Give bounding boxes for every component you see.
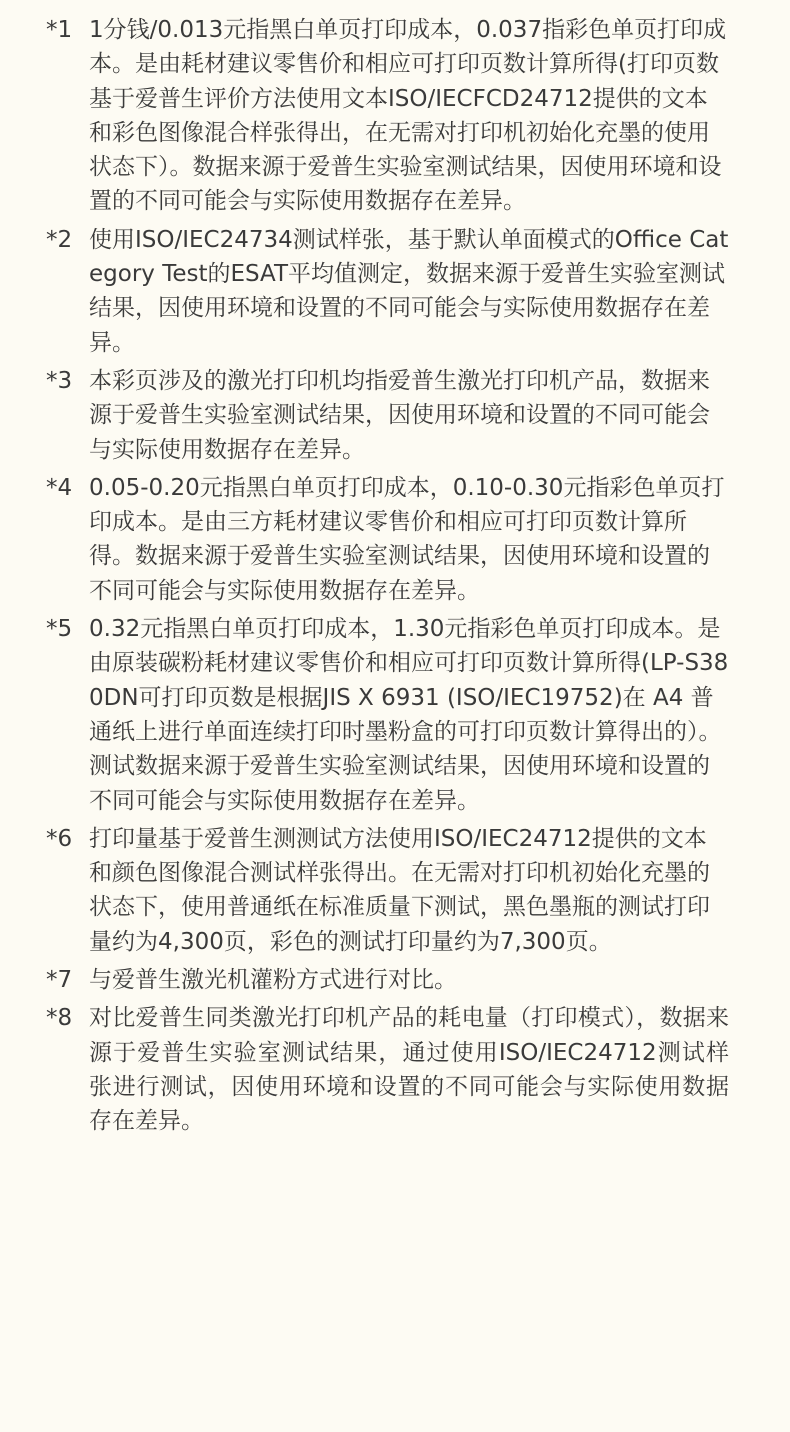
footnote-marker: *3 <box>46 367 73 394</box>
footnote-text: 本彩页涉及的激光打印机均指爱普生激光打印机产品，数据来源于爱普生实验室测试结果，因使用环境和设置的不同可能会与实际使用数据存在差异。 <box>89 367 710 463</box>
footnote-text: 与爱普生激光机灌粉方式进行对比。 <box>89 967 457 994</box>
footnote-8 <box>0 1001 790 1138</box>
footnote-marker: *2 <box>46 226 73 253</box>
footnote-text: 打印量基于爱普生测测试方法使用ISO/IEC24712提供的文本和颜色图像混合测试样张得出。在无需对打印机初始化充墨的状态下，使用普通纸在标准质量下测试，黑色墨瓶的测试打印量约为4,300页，彩色的测试打印量约为7,300页。 <box>89 825 710 955</box>
footnote-marker: *7 <box>46 967 73 994</box>
footnote-1 <box>0 13 790 219</box>
footnote-marker: *5 <box>46 616 73 643</box>
footnote-marker: *4 <box>46 474 73 501</box>
footnote-marker: *6 <box>46 825 73 852</box>
footnote-6 <box>0 822 790 959</box>
footnote-text: 1分钱/0.013元指黑白单页打印成本，0.037指彩色单页打印成本。是由耗材建议零售价和相应可打印页数计算所得(打印页数基于爱普生评价方法使用文本ISO/IECFCD24712提供的文本和彩色图像混合样张得出，在无需对打印机初始化充墨的使用状态下）。数据来源于爱普生实验室测试结果，因使用环境和设置的不同可能会与实际使用数据存在差异。 <box>89 17 727 215</box>
footnote-7 <box>0 963 790 997</box>
footnote-4 <box>0 471 790 608</box>
footnote-marker: *8 <box>46 1005 73 1032</box>
footnote-marker: *1 <box>46 17 73 43</box>
footnote-5 <box>0 612 790 818</box>
footnote-text: 0.32元指黑白单页打印成本，1.30元指彩色单页打印成本。是由原装碳粉耗材建议零售价和相应可打印页数计算所得(LP-S380DN可打印页数是根据JIS X 6931 (ISO/IEC19752)在 A4 普通纸上进行单面连续打印时墨粉盒的可打印页数计算得出的）。测试数据来源于爱普生实验室测试结果，因使用环境和设置的不同可能会与实际使用数据存在差异。 <box>89 616 729 814</box>
footnote-text: 使用ISO/IEC24734测试样张，基于默认单面模式的Office Category Test的ESAT平均值测定，数据来源于爱普生实验室测试结果，因使用环境和设置的不同可能会与实际使用数据存在差异。 <box>89 226 729 356</box>
footnote-text: 0.05-0.20元指黑白单页打印成本，0.10-0.30元指彩色单页打印成本。是由三方耗材建议零售价和相应可打印页数计算所得。数据来源于爱普生实验室测试结果，因使用环境和设置的不同可能会与实际使用数据存在差异。 <box>89 474 725 604</box>
footnote-text: 对比爱普生同类激光打印机产品的耗电量（打印模式），数据来源于爱普生实验室测试结果，通过使用ISO/IEC24712测试样张进行测试，因使用环境和设置的不同可能会与实际使用数据存在差异。 <box>89 1005 729 1135</box>
footnote-2 <box>0 223 790 360</box>
footnote-3 <box>0 364 790 467</box>
